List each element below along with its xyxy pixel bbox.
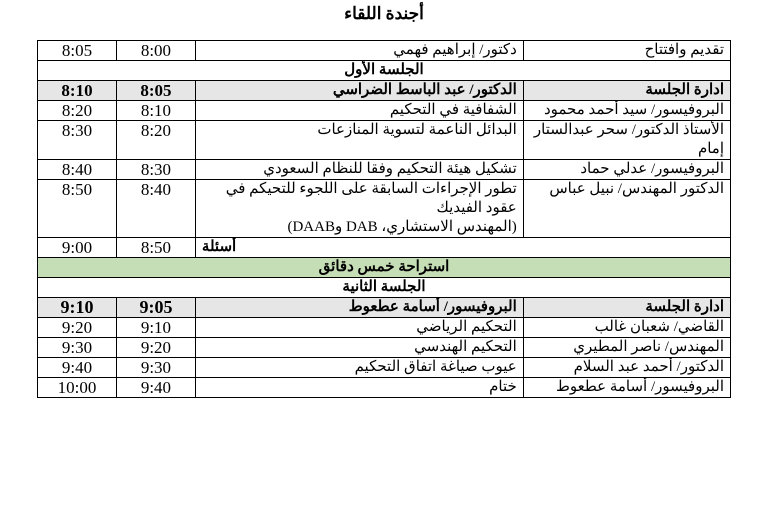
topic-cell: تشكيل هيئة التحكيم وفقا للنظام السعودي <box>195 160 523 180</box>
table-row <box>38 121 731 160</box>
topic-cell: الدكتور/ عبد الباسط الضراسي <box>195 81 523 101</box>
start-time-cell: 8:30 <box>116 160 195 180</box>
speaker-cell: تقديم وافتتاح <box>523 41 730 61</box>
table-row <box>38 101 731 121</box>
start-time-cell: 8:20 <box>116 121 195 160</box>
table-row <box>38 81 731 101</box>
speaker-cell: الدكتور المهندس/ نبيل عباس <box>523 180 730 238</box>
end-time-cell: 9:20 <box>38 318 117 338</box>
table-row <box>38 180 731 238</box>
topic-cell: التحكيم الهندسي <box>195 338 523 358</box>
end-time-cell: 10:00 <box>38 378 117 398</box>
speaker-cell: المهندس/ ناصر المطيري <box>523 338 730 358</box>
speaker-cell: البروفيسور/ أسامة عطعوط <box>523 378 730 398</box>
table-row <box>38 298 731 318</box>
speaker-cell: الدكتور/ أحمد عبد السلام <box>523 358 730 378</box>
end-time-cell: 9:00 <box>38 238 117 258</box>
table-row <box>38 41 731 61</box>
speaker-cell: البروفيسور/ سيد أحمد محمود <box>523 101 730 121</box>
start-time-cell: 9:30 <box>116 358 195 378</box>
agenda-title: أجندة اللقاء <box>344 4 424 23</box>
start-time-cell: 8:05 <box>116 81 195 101</box>
session-title: الجلسة الثانية <box>38 278 731 298</box>
table-row <box>38 318 731 338</box>
topic-text: تطور الإجراءات السابقة على اللجوء للتحيكم في عقود الفيديك <box>225 181 517 216</box>
start-time-cell: 9:20 <box>116 338 195 358</box>
break-title: استراحة خمس دقائق <box>38 258 731 278</box>
topic-cell: البدائل الناعمة لتسوية المنازعات <box>195 121 523 160</box>
start-time-cell: 8:10 <box>116 101 195 121</box>
table-row <box>38 160 731 180</box>
topic-cell: الشفافية في التحكيم <box>195 101 523 121</box>
end-time-cell: 9:40 <box>38 358 117 378</box>
speaker-cell: الأستاذ الدكتور/ سحر عبدالستار إمام <box>523 121 730 160</box>
start-time-cell: 8:00 <box>116 41 195 61</box>
start-time-cell: 8:50 <box>116 238 195 258</box>
speaker-cell: البروفيسور/ عدلي حماد <box>523 160 730 180</box>
topic-cell: التحكيم الرياضي <box>195 318 523 338</box>
speaker-cell: القاضي/ شعبان غالب <box>523 318 730 338</box>
questions-cell: أسئلة <box>195 238 730 258</box>
topic-cell: دكتور/ إبراهيم فهمي <box>195 41 523 61</box>
topic-cell: ختام <box>195 378 523 398</box>
topic-extra-text: (المهندس الاستشاري، DAB وDAAB) <box>287 219 517 235</box>
session-header-row <box>38 278 731 298</box>
start-time-cell: 8:40 <box>116 180 195 238</box>
topic-cell: البروفيسور/ أسامة عطعوط <box>195 298 523 318</box>
end-time-cell: 9:30 <box>38 338 117 358</box>
speaker-cell: ادارة الجلسة <box>523 81 730 101</box>
end-time-cell: 8:40 <box>38 160 117 180</box>
end-time-cell: 8:20 <box>38 101 117 121</box>
table-row <box>38 378 731 398</box>
session-header-row <box>38 61 731 81</box>
table-row <box>38 338 731 358</box>
start-time-cell: 9:10 <box>116 318 195 338</box>
start-time-cell: 9:05 <box>116 298 195 318</box>
session-title: الجلسة الأول <box>38 61 731 81</box>
start-time-cell: 9:40 <box>116 378 195 398</box>
end-time-cell: 8:50 <box>38 180 117 238</box>
topic-cell <box>195 180 523 238</box>
speaker-cell: ادارة الجلسة <box>523 298 730 318</box>
end-time-cell: 8:05 <box>38 41 117 61</box>
end-time-cell: 8:30 <box>38 121 117 160</box>
agenda-table <box>37 40 731 398</box>
end-time-cell: 9:10 <box>38 298 117 318</box>
end-time-cell: 8:10 <box>38 81 117 101</box>
table-row <box>38 238 731 258</box>
table-row <box>38 358 731 378</box>
topic-cell: عيوب صياغة اتفاق التحكيم <box>195 358 523 378</box>
break-row <box>38 258 731 278</box>
